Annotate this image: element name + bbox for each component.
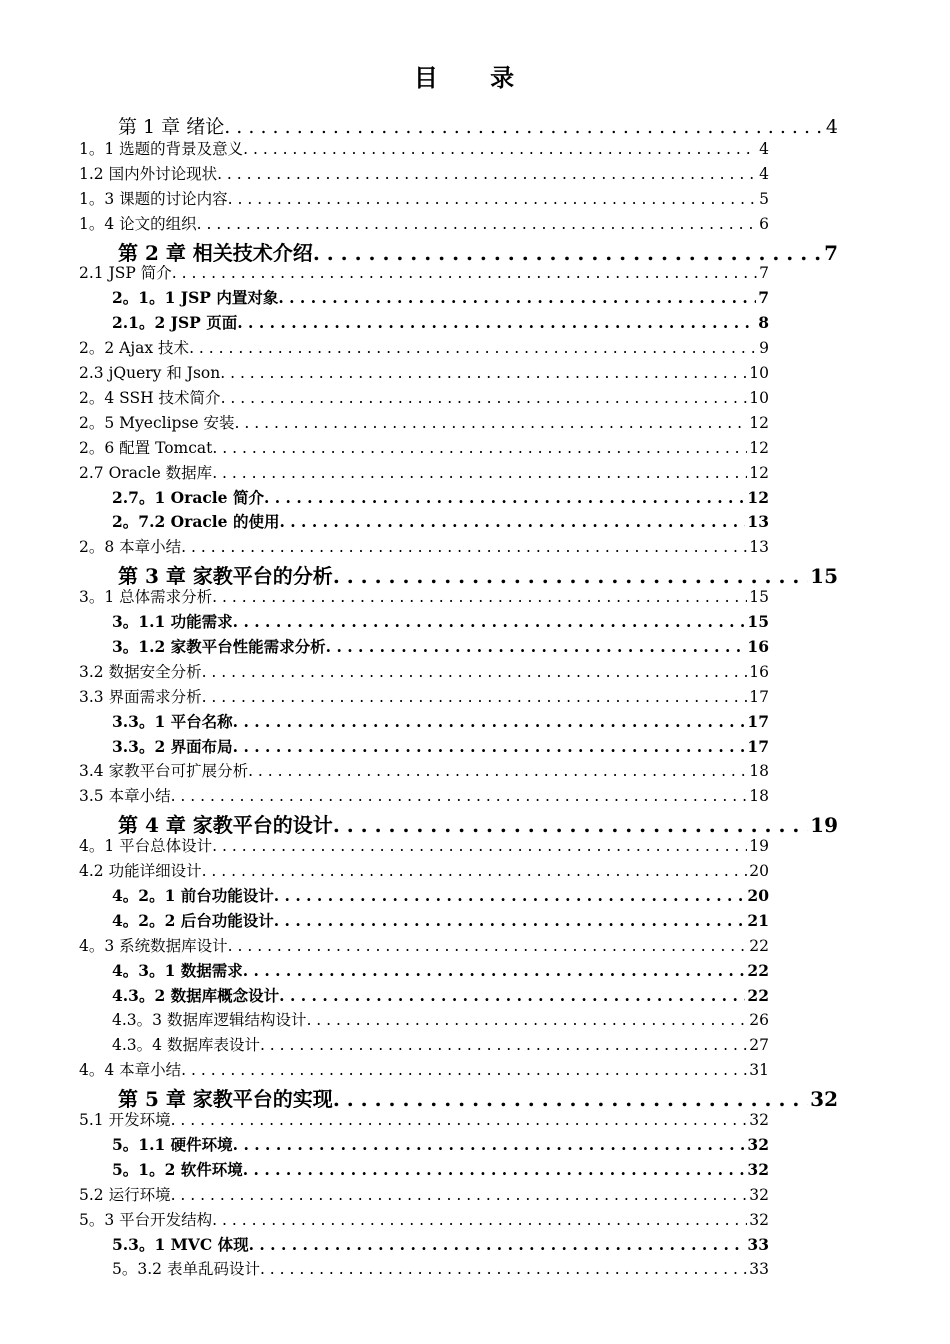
toc-title: 目 录 xyxy=(413,64,537,92)
toc-entry[interactable] xyxy=(79,1108,769,1133)
toc-entry[interactable] xyxy=(112,1233,769,1258)
toc-entry[interactable] xyxy=(79,411,769,436)
toc-leader-dots xyxy=(197,215,757,233)
toc-entry-label: 2。8 本章小结 xyxy=(79,538,182,557)
toc-entry-page: 13 xyxy=(749,538,769,557)
toc-entry[interactable] xyxy=(79,137,769,162)
toc-entry-page: 18 xyxy=(749,762,769,781)
toc-entry[interactable] xyxy=(112,984,769,1009)
toc-entry[interactable] xyxy=(118,809,838,834)
toc-entry[interactable] xyxy=(112,510,769,535)
toc-entry-page: 10 xyxy=(749,364,769,382)
toc-entry-label: 4.3。2 数据库概念设计 xyxy=(112,985,280,1005)
toc-entry[interactable] xyxy=(118,1083,838,1108)
toc-entry[interactable] xyxy=(79,461,769,486)
toc-leader-dots xyxy=(212,464,747,482)
toc-entry-label: 4。3 系统数据库设计 xyxy=(79,936,228,955)
toc-entry-label: 5.3。1 MVC 体现 xyxy=(112,1234,249,1254)
toc-entry-page: 16 xyxy=(749,662,769,681)
toc-entry-page: 33 xyxy=(749,1260,769,1279)
toc-entry-label: 5。1.1 硬件环境 xyxy=(112,1134,233,1154)
toc-entry-page: 13 xyxy=(747,512,769,532)
toc-entry[interactable] xyxy=(79,759,769,784)
toc-leader-dots xyxy=(333,813,808,834)
toc-entry-label: 1.2 国内外讨论现状 xyxy=(79,164,218,183)
toc-entry-page: 32 xyxy=(747,1159,769,1179)
toc-leader-dots xyxy=(224,116,824,137)
toc-leader-dots xyxy=(313,241,822,262)
toc-entry-label: 2.7 Oracle 数据库 xyxy=(79,463,213,482)
toc-entry[interactable] xyxy=(79,535,769,560)
toc-entry-page: 4 xyxy=(825,116,838,137)
toc-entry-page: 32 xyxy=(810,1087,838,1109)
toc-leader-dots xyxy=(306,1011,747,1029)
toc-leader-dots xyxy=(264,488,745,507)
toc-leader-dots xyxy=(274,911,746,930)
toc-leader-dots xyxy=(333,1087,808,1108)
toc-entry[interactable] xyxy=(79,386,769,411)
toc-entry-label: 第 5 章 家教平台的实现 xyxy=(118,1087,333,1109)
toc-leader-dots xyxy=(249,1235,746,1254)
toc-entry[interactable] xyxy=(118,112,838,137)
toc-leader-dots xyxy=(279,512,745,531)
toc-leader-dots xyxy=(202,688,748,706)
toc-leader-dots xyxy=(228,937,748,955)
toc-entry-label: 第 1 章 绪论 xyxy=(118,116,225,137)
toc-entry-label: 3。1.1 功能需求 xyxy=(112,612,233,631)
toc-leader-dots xyxy=(181,1061,747,1079)
toc-leader-dots xyxy=(260,1260,747,1278)
toc-leader-dots xyxy=(233,712,746,731)
toc-leader-dots xyxy=(233,1135,746,1154)
toc-entry-page: 22 xyxy=(747,985,769,1005)
toc-entry-page: 15 xyxy=(747,612,769,631)
toc-entry-label: 2.7。1 Oracle 简介 xyxy=(112,487,264,507)
toc-entry-page: 15 xyxy=(749,588,769,607)
toc-entry-label: 4。2。2 后台功能设计 xyxy=(112,910,274,930)
toc-entry-label: 2。4 SSH 技术简介 xyxy=(79,388,221,407)
toc-leader-dots xyxy=(260,1036,747,1054)
toc-entry-page: 31 xyxy=(749,1061,769,1080)
toc-entry-page: 17 xyxy=(749,687,769,706)
toc-entry-label: 3.3。2 界面布局 xyxy=(112,736,233,756)
toc-entry-label: 1。3 课题的讨论内容 xyxy=(79,189,228,208)
toc-entry-label: 4。1 平台总体设计 xyxy=(79,837,213,856)
toc-entry-label: 2。2 Ajax 技术 xyxy=(79,339,190,358)
toc-entry[interactable] xyxy=(79,261,769,286)
toc-entry-page: 32 xyxy=(749,1185,769,1204)
toc-entry-label: 3。1.2 家教平台性能需求分析 xyxy=(112,636,326,656)
toc-entry-label: 第 4 章 家教平台的设计 xyxy=(118,813,333,835)
toc-entry-page: 18 xyxy=(749,787,769,806)
toc-leader-dots xyxy=(171,1111,748,1129)
toc-entry-page: 16 xyxy=(747,636,769,656)
toc-entry-label: 第 3 章 家教平台的分析 xyxy=(118,564,333,586)
toc-entry-page: 7 xyxy=(759,264,769,283)
toc-entry[interactable] xyxy=(112,710,769,735)
toc-leader-dots xyxy=(333,564,808,585)
toc-leader-dots xyxy=(181,538,747,556)
toc-entry-page: 7 xyxy=(824,240,838,262)
toc-leader-dots xyxy=(202,862,748,880)
toc-leader-dots xyxy=(278,288,756,307)
toc-leader-dots xyxy=(171,1186,748,1204)
toc-entry-page: 20 xyxy=(749,862,769,880)
toc-entry-label: 2.3 jQuery 和 Json xyxy=(79,364,221,382)
toc-leader-dots xyxy=(243,1160,746,1179)
toc-entry[interactable] xyxy=(79,1183,769,1208)
toc-entry[interactable] xyxy=(79,585,769,610)
toc-entry-label: 5。1。2 软件环境 xyxy=(112,1159,243,1179)
toc-leader-dots xyxy=(172,264,757,282)
toc-leader-dots xyxy=(326,637,746,656)
toc-entry-label: 3.2 数据安全分析 xyxy=(79,662,202,681)
toc-entry[interactable] xyxy=(79,660,769,685)
toc-entry[interactable] xyxy=(112,735,769,760)
toc-entry-page: 9 xyxy=(759,339,769,358)
toc-entry-label: 5.1 开发环境 xyxy=(79,1111,171,1129)
toc-entry[interactable] xyxy=(112,1257,769,1282)
toc-leader-dots xyxy=(171,787,748,805)
toc-entry-label: 5。3.2 表单乱码设计 xyxy=(112,1260,260,1279)
toc-entry[interactable] xyxy=(112,486,769,511)
toc-entry-label: 1。1 选题的背景及意义 xyxy=(79,139,244,158)
toc-entry[interactable] xyxy=(79,685,769,710)
toc-entry[interactable] xyxy=(112,1033,769,1058)
toc-entry-page: 7 xyxy=(758,288,769,308)
toc-entry-label: 3.3 界面需求分析 xyxy=(79,687,202,706)
toc-leader-dots xyxy=(217,165,757,183)
toc-entry[interactable] xyxy=(112,610,769,635)
toc-entry[interactable] xyxy=(112,286,769,311)
toc-leader-dots xyxy=(235,414,748,432)
toc-entry-page: 21 xyxy=(747,910,769,930)
toc-entry-label: 3.5 本章小结 xyxy=(79,787,171,806)
toc-entry-label: 4.3。4 数据库表设计 xyxy=(112,1036,260,1055)
toc-entry-page: 12 xyxy=(749,413,769,432)
toc-entry[interactable] xyxy=(79,361,769,386)
toc-entry[interactable] xyxy=(112,884,769,909)
toc-entry-page: 32 xyxy=(749,1210,769,1229)
toc-entry-label: 4。4 本章小结 xyxy=(79,1061,182,1080)
toc-entry-page: 12 xyxy=(749,438,769,457)
toc-entry-page: 27 xyxy=(749,1036,769,1055)
toc-entry-label: 4.2 功能详细设计 xyxy=(79,862,202,880)
toc-entry-label: 4。2。1 前台功能设计 xyxy=(112,885,274,905)
toc-leader-dots xyxy=(212,439,747,457)
toc-entry-page: 19 xyxy=(810,813,838,835)
toc-entry[interactable] xyxy=(79,187,769,212)
toc-entry[interactable] xyxy=(112,1158,769,1183)
toc-entry-page: 33 xyxy=(747,1234,769,1254)
toc-entry-page: 12 xyxy=(749,463,769,482)
toc-leader-dots xyxy=(228,190,757,208)
toc-entry[interactable] xyxy=(79,1058,769,1083)
toc-entry[interactable] xyxy=(79,336,769,361)
toc-entry-page: 20 xyxy=(747,885,769,905)
toc-entry-page: 17 xyxy=(747,711,769,731)
toc-entry-page: 4 xyxy=(759,164,769,183)
toc-entry-page: 6 xyxy=(759,214,769,233)
toc-entry[interactable] xyxy=(79,436,769,461)
toc-entry-label: 3.4 家教平台可扩展分析 xyxy=(79,762,249,781)
toc-leader-dots xyxy=(202,663,748,681)
toc-entry-label: 3。1 总体需求分析 xyxy=(79,588,213,607)
toc-entry-label: 2.1 JSP 简介 xyxy=(79,264,172,283)
toc-entry[interactable] xyxy=(79,784,769,809)
toc-leader-dots xyxy=(243,961,746,980)
toc-entry-label: 3.3。1 平台名称 xyxy=(112,711,233,731)
toc-leader-dots xyxy=(237,313,756,332)
toc-entry[interactable] xyxy=(112,635,769,660)
toc-entry-page: 32 xyxy=(747,1134,769,1154)
toc-entry[interactable] xyxy=(118,237,838,262)
toc-leader-dots xyxy=(274,886,746,905)
toc-leader-dots xyxy=(220,364,747,382)
toc-entry[interactable] xyxy=(118,560,838,585)
toc-entry[interactable] xyxy=(79,934,769,959)
toc-entry-page: 8 xyxy=(758,313,769,333)
toc-leader-dots xyxy=(221,389,748,407)
toc-leader-dots xyxy=(212,1211,747,1229)
toc-entry[interactable] xyxy=(79,212,769,237)
toc-leader-dots xyxy=(279,986,745,1005)
toc-entry-label: 2。7.2 Oracle 的使用 xyxy=(112,512,280,532)
toc-entry-label: 2。1。1 JSP 内置对象 xyxy=(112,288,279,308)
toc-entry[interactable] xyxy=(112,909,769,934)
toc-entry-page: 22 xyxy=(749,936,769,955)
toc-leader-dots xyxy=(233,737,746,756)
toc-entry[interactable] xyxy=(79,859,769,884)
toc-entry-label: 2。6 配置 Tomcat xyxy=(79,438,213,457)
toc-entry-label: 2.1。2 JSP 页面 xyxy=(112,313,238,333)
toc-entry-label: 2。5 Myeclipse 安装 xyxy=(79,413,235,432)
toc-entry-page: 22 xyxy=(747,960,769,980)
toc-entry[interactable] xyxy=(112,1008,769,1033)
toc-leader-dots xyxy=(233,612,746,631)
toc-entry-page: 32 xyxy=(749,1111,769,1129)
toc-entry-page: 12 xyxy=(747,487,769,507)
toc-entry-page: 19 xyxy=(749,837,769,856)
toc-entry-page: 5 xyxy=(759,189,769,208)
toc-entry[interactable] xyxy=(79,162,769,187)
toc-leader-dots xyxy=(212,837,747,855)
toc-entry[interactable] xyxy=(79,834,769,859)
toc-entry[interactable] xyxy=(112,311,769,336)
toc-entry-label: 1。4 论文的组织 xyxy=(79,214,197,233)
toc-entry-label: 5.2 运行环境 xyxy=(79,1185,171,1204)
toc-entry[interactable] xyxy=(79,1208,769,1233)
toc-entry-label: 5。3 平台开发结构 xyxy=(79,1210,213,1229)
toc-entry-label: 4.3。3 数据库逻辑结构设计 xyxy=(112,1011,307,1030)
toc-entry-page: 15 xyxy=(810,564,838,586)
toc-entry-page: 26 xyxy=(749,1011,769,1030)
toc-entry-page: 17 xyxy=(747,736,769,756)
toc-leader-dots xyxy=(189,339,757,357)
toc-leader-dots xyxy=(243,140,757,158)
toc-entry-page: 4 xyxy=(759,139,769,158)
toc-entry-page: 10 xyxy=(749,388,769,407)
toc-leader-dots xyxy=(212,588,747,606)
toc-leader-dots xyxy=(248,762,747,780)
toc-entry-label: 4。3。1 数据需求 xyxy=(112,960,243,980)
toc-entry[interactable] xyxy=(112,1133,769,1158)
toc-entry-label: 第 2 章 相关技术介绍 xyxy=(118,240,313,262)
toc-entry[interactable] xyxy=(112,959,769,984)
